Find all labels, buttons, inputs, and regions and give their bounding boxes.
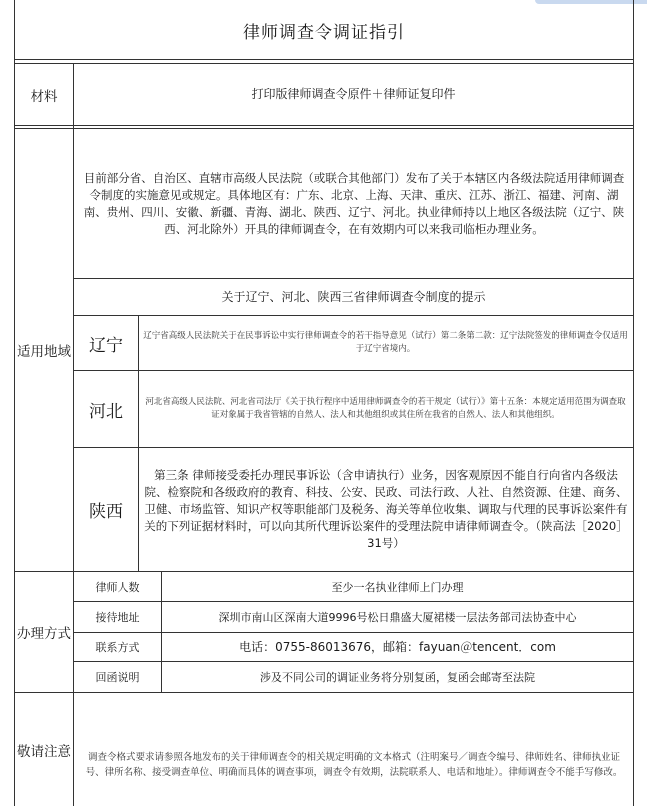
process-value-contact: 电话：0755-86013676，邮箱：fayuan＠tencent．com (239, 639, 556, 654)
province-liaoning: 辽宁 (89, 335, 123, 356)
notice-text: 调查令格式要求请参照各地发布的关于律师调查令的相关规定明确的文本格式（注明案号／调查令编号、律师姓名、律师执业证号、律所名称、接受调查单位、明确而具体的调查事项，调查令有效期，法院联系人、电话和地址）。律师调查令不能手写修改。 (85, 752, 623, 778)
province-hebei: 河北 (89, 401, 123, 422)
province-hebei-text: 河北省高级人民法院、河北省司法厅《关于执行程序中适用律师调查令的若干规定（试行）》第十五条：本规定适用范围为调查取证对象属于我省管辖的自然人、法人和其他组织或其住所在我省的自然人、法人和其他组织。 (145, 397, 626, 420)
rule-materials-bottom (14, 125, 634, 126)
process-key-lawyers: 律师人数 (95, 580, 140, 594)
rule-title-bottom (14, 59, 634, 60)
page-title: 律师调查令调证指引 (243, 22, 405, 43)
region-label: 适用地域 (17, 344, 71, 360)
province-liaoning-text: 辽宁省高级人民法院关于在民事诉讼中实行律师调查令的若干指导意见（试行）第二条第二款：辽宁法院签发的律师调查令仅适用于辽宁省境内。 (143, 331, 628, 354)
region-notice-title: 关于辽宁、河北、陕西三省律师调查令制度的提示 (221, 289, 486, 304)
process-key-reply: 回函说明 (95, 671, 140, 684)
process-value-address: 深圳市南山区深南大道9996号松日鼎盛大厦裙楼一层法务部司法协查中心 (218, 611, 577, 624)
province-shaanxi: 陕西 (89, 502, 123, 522)
process-key-contact: 联系方式 (95, 641, 140, 654)
process-key-address: 接待地址 (95, 611, 140, 624)
notice-label: 敬请注意 (17, 743, 71, 760)
process-value-reply: 涉及不同公司的调证业务将分别复函，复函会邮寄至法院 (260, 671, 535, 684)
rule-right-outer (633, 0, 634, 806)
process-label: 办理方式 (17, 626, 71, 642)
materials-label: 材料 (30, 88, 58, 105)
process-value-lawyers: 至少一名执业律师上门办理 (331, 580, 464, 594)
rule-process-bottom (14, 692, 634, 693)
rule-province-column (138, 315, 139, 571)
province-shaanxi-text: 第三条 律师接受委托办理民事诉讼（含申请执行）业务，因客观原因不能自行向省内各级法院、检察院和各级政府的教育、科技、公安、民政、司法行政、人社、自然资源、住建、商务、卫健、市场监管、知识产权等职能部门及税务、海关等单位收集、调取与代理的民事诉讼案件有关的下列证据材料时，可以向其所代理诉讼案件的受理法院申请律师调查令。（陕高法［2020］31号） (144, 468, 628, 550)
region-intro: 目前部分省、自治区、直辖市高级人民法院（或联合其他部门）发布了关于本辖区内各级法院适用律师调查令制度的实施意见或规定。具体地区有：广东、北京、上海、天津、重庆、江苏、浙江、福建、河南、湖南、贵州、四川、安徽、新疆、青海、湖北、陕西、辽宁、河北。执业律师持以上地区各级法院（辽宁、陕西、河北除外）开具的律师调查令，在有效期内可以来我司临柜办理业务。 (83, 170, 625, 236)
materials-value: 打印版律师调查令原件＋律师证复印件 (251, 87, 456, 101)
